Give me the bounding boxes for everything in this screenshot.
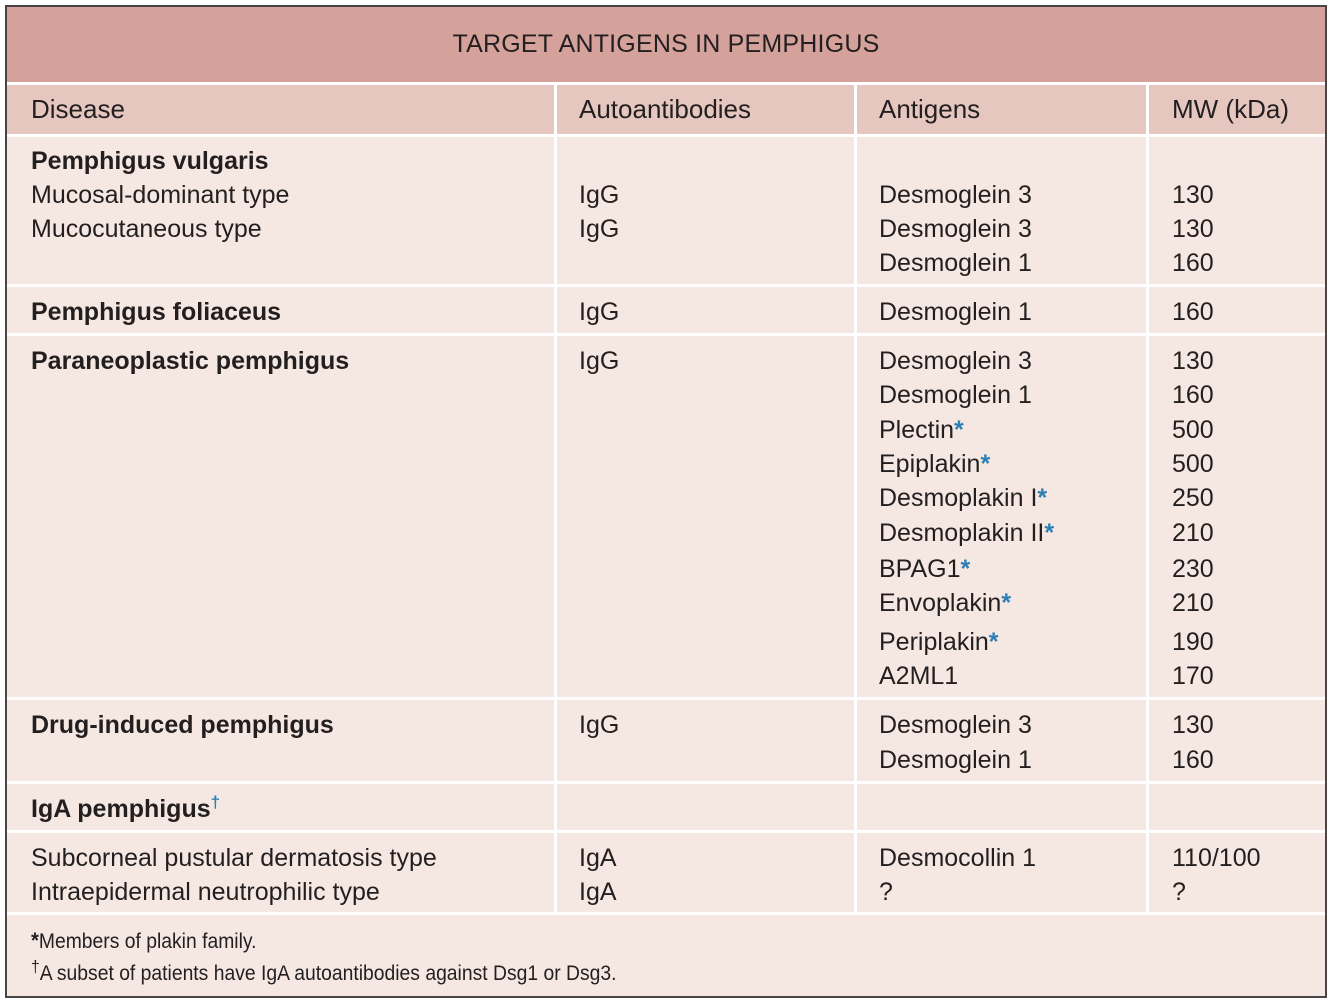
antigen-cell xyxy=(879,447,990,481)
antigen-cell: Desmoglein 3 xyxy=(879,215,1032,243)
antigen-cell xyxy=(879,378,1032,412)
plakin-marker: * xyxy=(980,450,991,478)
mw-cell: 230 xyxy=(1172,555,1214,583)
mw-cell: 130 xyxy=(1172,215,1214,243)
footnote xyxy=(31,925,256,958)
plakin-marker: * xyxy=(1001,589,1012,617)
header-row xyxy=(7,85,1325,137)
disease-title xyxy=(31,792,220,826)
antigen-cell: Desmoglein 1 xyxy=(879,249,1032,277)
autoantibody-cell: IgG xyxy=(579,215,620,243)
footnote-text: A subset of patients have IgA autoantibodies against Dsg1 or Dsg3. xyxy=(39,962,617,985)
antigen-name: Desmoplakin II xyxy=(879,519,1045,547)
mw-cell: 190 xyxy=(1172,628,1214,656)
row-divider xyxy=(7,284,1325,287)
mw-cell: 170 xyxy=(1172,662,1214,690)
disease-title-text: IgA pemphigus xyxy=(31,795,211,823)
antigen-cell: Desmoglein 1 xyxy=(879,746,1032,774)
autoantibody-cell: IgG xyxy=(579,347,620,375)
mw-cell: 500 xyxy=(1172,450,1214,478)
footnote-mark: † xyxy=(31,957,40,976)
plakin-marker: * xyxy=(988,628,999,656)
table-title: TARGET ANTIGENS IN PEMPHIGUS xyxy=(7,7,1325,85)
antigen-cell: Desmocollin 1 xyxy=(879,844,1037,872)
autoantibody-cell: IgG xyxy=(579,298,620,326)
autoantibody-cell: IgG xyxy=(579,711,620,739)
antigen-name: Epiplakin xyxy=(879,450,981,478)
plakin-marker: * xyxy=(960,555,971,583)
plakin-marker: * xyxy=(954,416,964,444)
footnote-text: Members of plakin family. xyxy=(38,930,257,953)
column-divider xyxy=(554,85,557,915)
mw-cell: 130 xyxy=(1172,181,1214,209)
row-divider xyxy=(7,830,1325,833)
disease-title: Pemphigus foliaceus xyxy=(31,298,282,326)
row-divider xyxy=(7,697,1325,700)
antigen-cell: Desmoglein 3 xyxy=(879,181,1032,209)
disease-title: Paraneoplastic pemphigus xyxy=(31,347,350,375)
row-divider xyxy=(7,134,1325,137)
mw-cell: 160 xyxy=(1172,249,1214,277)
antigen-cell: Desmoglein 3 xyxy=(879,711,1032,739)
antigen-cell xyxy=(879,516,1054,550)
autoantibody-cell: IgA xyxy=(579,844,617,872)
disease-subtype: Intraepidermal neutrophilic type xyxy=(31,878,380,906)
mw-cell: 160 xyxy=(1172,298,1214,326)
antigen-name: Desmoglein 3 xyxy=(879,347,1032,375)
disease-subtype: Mucosal-dominant type xyxy=(31,181,290,209)
dagger-marker: † xyxy=(210,792,221,812)
antigen-cell xyxy=(879,586,1011,620)
column-divider xyxy=(1146,85,1149,915)
antigen-cell: Desmoglein 1 xyxy=(879,298,1032,326)
antigen-cell xyxy=(879,344,1032,378)
mw-cell: 250 xyxy=(1172,484,1214,512)
mw-cell: 160 xyxy=(1172,746,1214,774)
mw-cell: 110/100 xyxy=(1172,844,1261,872)
mw-cell: 210 xyxy=(1172,589,1214,617)
autoantibody-cell: IgG xyxy=(579,181,620,209)
mw-cell: ? xyxy=(1172,878,1186,906)
header-autoantibodies: Autoantibodies xyxy=(579,94,752,124)
row-divider xyxy=(7,333,1325,336)
antigen-name: BPAG1 xyxy=(879,555,961,583)
antigen-name: Periplakin xyxy=(879,628,989,656)
header-disease: Disease xyxy=(31,94,125,124)
antigen-name: Envoplakin xyxy=(879,589,1002,617)
antigen-cell xyxy=(879,413,964,447)
antigen-name: Plectin xyxy=(879,416,955,444)
mw-cell: 500 xyxy=(1172,416,1214,444)
plakin-marker: * xyxy=(1044,519,1055,547)
mw-cell: 160 xyxy=(1172,381,1214,409)
mw-cell: 210 xyxy=(1172,519,1214,547)
antigen-cell xyxy=(879,481,1047,515)
footnote-mark: * xyxy=(31,928,39,953)
disease-subtype: Mucocutaneous type xyxy=(31,215,262,243)
disease-subtype: Subcorneal pustular dermatosis type xyxy=(31,844,437,872)
mw-cell: 130 xyxy=(1172,711,1214,739)
header-mw: MW (kDa) xyxy=(1172,94,1289,124)
antigen-cell xyxy=(879,659,958,693)
row-divider xyxy=(7,912,1325,915)
disease-title: Pemphigus vulgaris xyxy=(31,147,269,175)
antigen-cell xyxy=(879,625,999,659)
antigen-name: A2ML1 xyxy=(879,662,959,690)
column-divider xyxy=(854,85,857,915)
antigen-cell xyxy=(879,552,970,586)
disease-title: Drug-induced pemphigus xyxy=(31,711,334,739)
antigen-name: Desmoglein 1 xyxy=(879,381,1032,409)
antigen-name: Desmoplakin I xyxy=(879,484,1038,512)
mw-cell: 130 xyxy=(1172,347,1214,375)
row-divider xyxy=(7,781,1325,784)
autoantibody-cell: IgA xyxy=(579,878,617,906)
header-antigens: Antigens xyxy=(879,94,981,124)
antigen-cell: ? xyxy=(879,878,893,906)
plakin-marker: * xyxy=(1037,484,1048,512)
antigens-table xyxy=(5,5,1327,998)
footnote xyxy=(31,958,616,990)
